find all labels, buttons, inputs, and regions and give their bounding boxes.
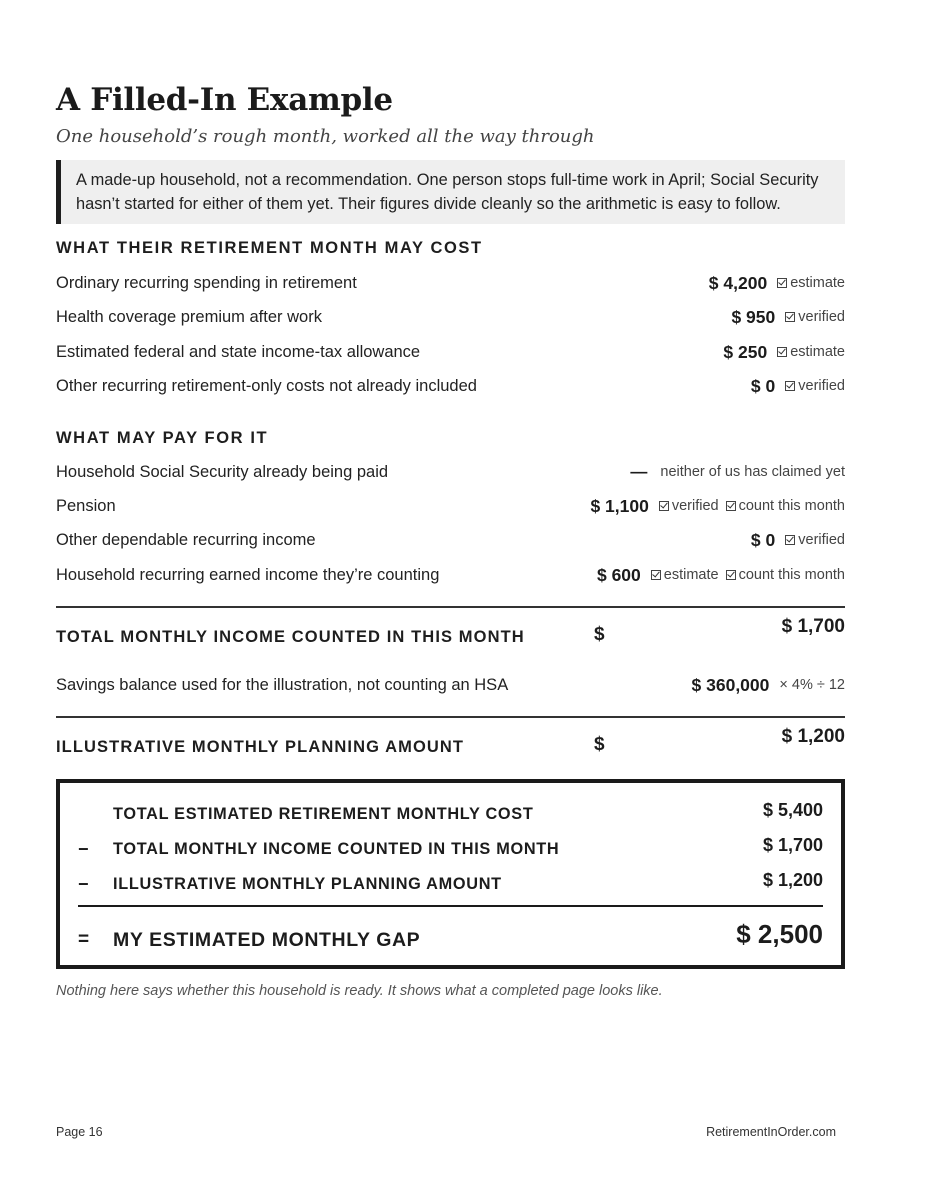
gap-label: MY ESTIMATED MONTHLY GAP	[113, 929, 421, 951]
estimate-tag: estimate	[777, 344, 845, 360]
calc-row-planning	[78, 871, 823, 897]
savings-row	[56, 671, 845, 699]
savings-label: Savings balance used for the illustration, not counting an HSA	[56, 676, 509, 694]
note-line-2: hasn’t started for either of them yet. Their figures divide cleanly so the arithmetic is easy to follow.	[76, 195, 781, 213]
cost-amount: $ 0	[750, 375, 776, 396]
equals-operator: =	[78, 929, 90, 950]
savings-amount: $ 360,000	[691, 674, 770, 695]
count-this-month-tag: count this month	[726, 567, 845, 583]
cost-label: Estimated federal and state income-tax allowance	[56, 343, 421, 361]
currency-symbol: $	[594, 624, 605, 645]
minus-operator: −	[78, 874, 89, 894]
income-label: Pension	[56, 497, 116, 515]
page-subtitle: One household’s rough month, worked all the way through	[56, 126, 595, 147]
calc-value: $ 1,200	[762, 870, 823, 890]
calc-label: TOTAL ESTIMATED RETIREMENT MONTHLY COST	[113, 805, 534, 823]
calc-row-total-cost	[78, 801, 823, 827]
footnote: Nothing here says whether this household is ready. It shows what a completed page looks like.	[56, 983, 663, 999]
checkbox-icon	[659, 501, 669, 511]
calc-row-gap	[78, 919, 823, 957]
currency-symbol: $	[594, 734, 605, 755]
estimate-tag: estimate	[651, 567, 719, 583]
income-heading: WHAT MAY PAY FOR IT	[56, 429, 269, 447]
checkbox-icon	[785, 381, 795, 391]
calc-value: $ 1,700	[762, 835, 823, 855]
income-row-earned	[56, 561, 845, 589]
savings-formula: × 4% ÷ 12	[779, 677, 845, 693]
verified-tag: verified	[659, 498, 719, 514]
gap-calculation-box	[56, 779, 845, 969]
cost-row-other	[56, 372, 845, 400]
income-label: Other dependable recurring income	[56, 531, 316, 549]
document-page	[56, 0, 845, 1200]
cost-label: Other recurring retirement-only costs not already included	[56, 377, 477, 395]
cost-amount: $ 950	[731, 306, 776, 327]
income-row-social-security	[56, 458, 845, 486]
income-label: Household Social Security already being paid	[56, 463, 389, 481]
checkbox-icon	[785, 535, 795, 545]
example-note	[56, 160, 845, 224]
estimate-tag: estimate	[777, 275, 845, 291]
cost-amount: $ 4,200	[708, 272, 768, 293]
divider	[56, 606, 845, 608]
total-income-row	[56, 616, 845, 652]
checkbox-icon	[651, 570, 661, 580]
divider	[56, 716, 845, 718]
income-amount: $ 0	[750, 529, 776, 550]
planning-label: ILLUSTRATIVE MONTHLY PLANNING AMOUNT	[56, 738, 465, 756]
income-row-pension	[56, 492, 845, 520]
total-income-value: $ 1,700	[781, 616, 845, 637]
calc-label: ILLUSTRATIVE MONTHLY PLANNING AMOUNT	[113, 875, 502, 893]
income-label: Household recurring earned income they’re counting	[56, 566, 440, 584]
page-title: A Filled-In Example	[56, 82, 393, 118]
cost-row-health	[56, 303, 845, 331]
cost-label: Ordinary recurring spending in retirement	[56, 274, 357, 292]
calc-label: TOTAL MONTHLY INCOME COUNTED IN THIS MONTH	[113, 840, 560, 858]
checkbox-icon	[726, 501, 736, 511]
income-note: neither of us has claimed yet	[660, 464, 845, 480]
site-name: RetirementInOrder.com	[706, 1125, 836, 1139]
checkbox-icon	[777, 347, 787, 357]
checkbox-icon	[726, 570, 736, 580]
verified-tag: verified	[785, 532, 845, 548]
verified-tag: verified	[785, 309, 845, 325]
checkbox-icon	[777, 278, 787, 288]
cost-row-spending	[56, 269, 845, 297]
income-amount: $ 1,100	[590, 495, 649, 516]
gap-value: $ 2,500	[736, 919, 823, 949]
cost-label: Health coverage premium after work	[56, 308, 322, 326]
planning-value: $ 1,200	[781, 726, 845, 747]
income-amount: $ 600	[596, 564, 641, 585]
note-line-1: A made-up household, not a recommendation. One person stops full-time work in April; Social Security	[76, 171, 819, 189]
minus-operator: −	[78, 839, 89, 859]
calc-value: $ 5,400	[762, 800, 823, 820]
page-number: Page 16	[56, 1125, 103, 1139]
total-income-label: TOTAL MONTHLY INCOME COUNTED IN THIS MONTH	[56, 628, 525, 646]
planning-row	[56, 726, 845, 762]
verified-tag: verified	[785, 378, 845, 394]
calc-row-income	[78, 836, 823, 862]
cost-amount: $ 250	[723, 341, 768, 362]
income-amount: —	[630, 462, 648, 481]
costs-heading: WHAT THEIR RETIREMENT MONTH MAY COST	[56, 239, 483, 257]
cost-row-tax	[56, 338, 845, 366]
calc-divider	[78, 905, 823, 907]
checkbox-icon	[785, 312, 795, 322]
income-row-other	[56, 526, 845, 554]
count-this-month-tag: count this month	[726, 498, 845, 514]
